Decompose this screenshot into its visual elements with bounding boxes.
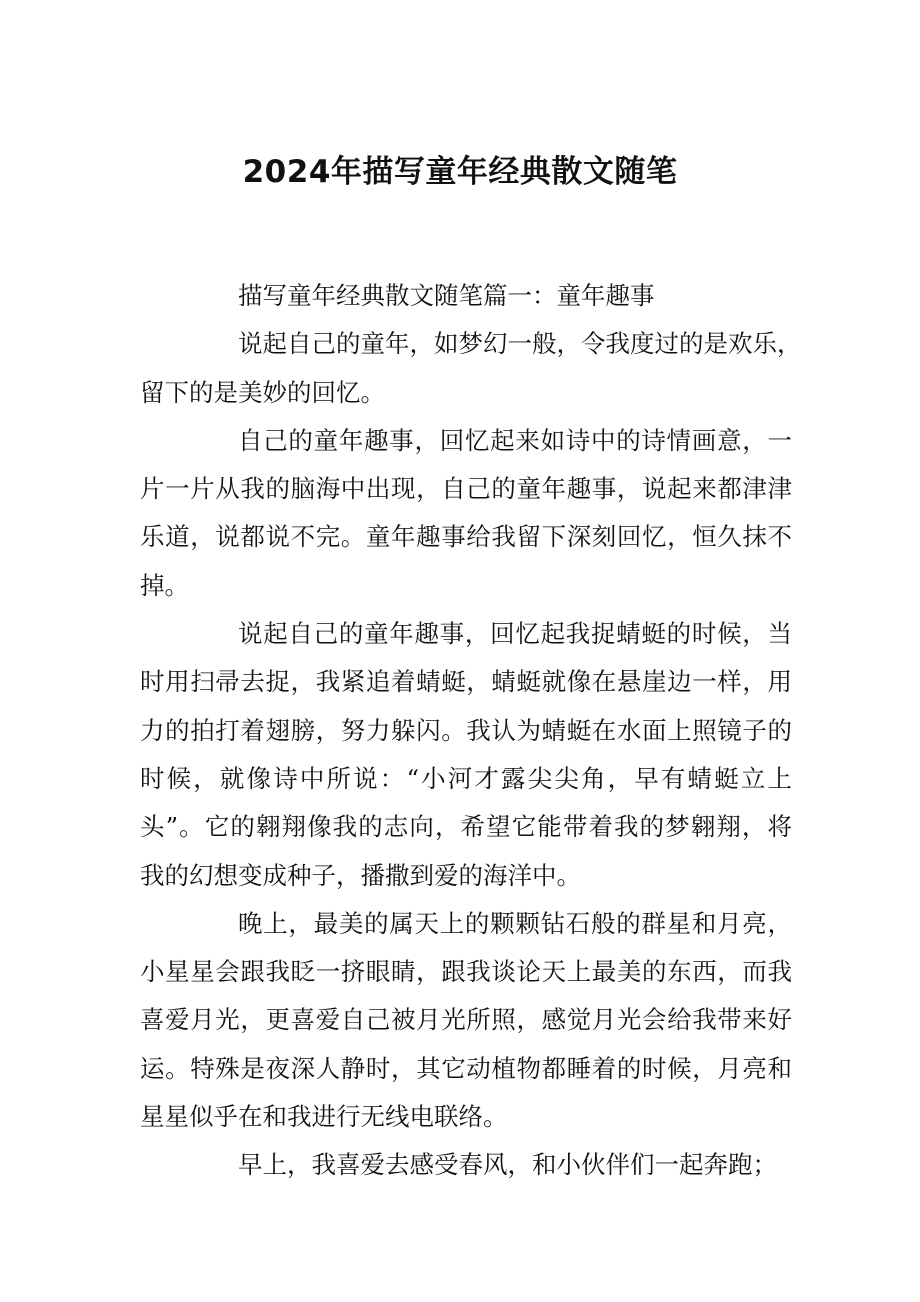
text-line: 力的拍打着翅膀，努力躲闪。我认为蜻蜓在水面上照镜子的 [140,715,792,745]
text-line: 星星似乎在和我进行无线电联络。 [140,1102,508,1132]
document-body [140,272,802,1190]
text-line: 我的幻想变成种子，播撒到爱的海洋中。 [140,860,581,890]
text-line: 时用扫帚去捉，我紧追着蜻蜓，蜻蜓就像在悬崖边一样，用 [140,667,792,697]
paragraph [140,610,792,900]
text-line: 片一片从我的脑海中出现，自己的童年趣事，说起来都津津 [140,474,792,504]
text-line: 描写童年经典散文随笔篇一：童年趣事 [238,281,655,310]
text-line: 早上，我喜爱去感受春风，和小伙伴们一起奔跑； [238,1150,777,1180]
text-line: 晚上，最美的属天上的颗颗钻石般的群星和月亮， [238,908,792,938]
text-line: 留下的是美妙的回忆。 [140,377,385,407]
paragraph [140,1141,792,1189]
text-line: 喜爱月光，更喜爱自己被月光所照，感觉月光会给我带来好 [140,1005,792,1035]
section-heading [140,272,792,320]
paragraph [140,900,792,1141]
text-line: 说起自己的童年，如梦幻一般，令我度过的是欢乐， [238,329,802,359]
text-line: 运。特殊是夜深人静时，其它动植物都睡着的时候，月亮和 [140,1053,792,1083]
paragraph [140,320,802,417]
paragraph [140,417,792,610]
text-line: 小星星会跟我眨一挤眼睛，跟我谈论天上最美的东西，而我 [140,957,792,987]
document-title: 2024年描写童年经典散文随笔 [242,154,678,190]
text-line: 自己的童年趣事，回忆起来如诗中的诗情画意，一 [238,425,792,455]
text-line: 头”。它的翱翔像我的志向，希望它能带着我的梦翱翔，将 [140,812,792,842]
text-line: 说起自己的童年趣事，回忆起我捉蜻蜓的时候，当 [238,619,792,649]
text-line: 时候，就像诗中所说：“小河才露尖尖角，早有蜻蜓立上 [140,763,792,793]
text-line: 乐道，说都说不完。童年趣事给我留下深刻回忆，恒久抹不 [140,522,792,552]
text-line: 掉。 [140,570,189,600]
